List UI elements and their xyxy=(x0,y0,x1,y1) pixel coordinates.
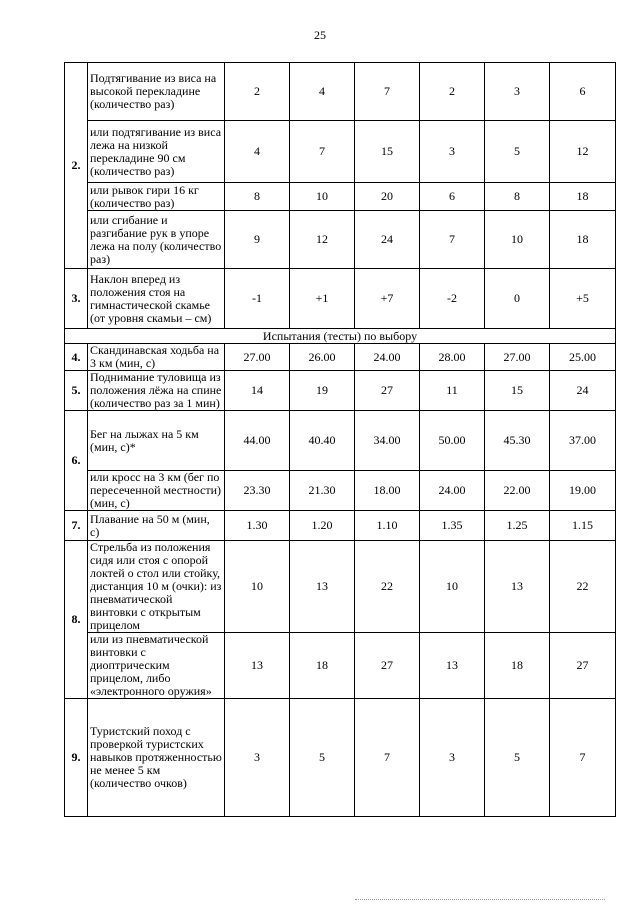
row-number: 4. xyxy=(65,344,88,371)
norm-value: 9 xyxy=(225,211,290,269)
norm-value: 3 xyxy=(420,121,485,183)
norm-value: 25.00 xyxy=(550,344,616,371)
norm-value: 24 xyxy=(355,211,420,269)
norm-value: 21.30 xyxy=(290,471,355,511)
norm-value: 3 xyxy=(225,699,290,817)
test-description: Стрельба из положения сидя или стоя с опорой локтей о стол или стойку, дистанция 10 м (очки): из пневматической винтовки с открытым прицелом xyxy=(88,541,225,633)
norm-value: 8 xyxy=(485,183,550,211)
norm-value: 15 xyxy=(485,371,550,411)
row-number: 8. xyxy=(65,541,88,699)
row-number: 2. xyxy=(65,63,88,269)
norm-value: 12 xyxy=(290,211,355,269)
norm-value: +1 xyxy=(290,269,355,329)
norm-value: 15 xyxy=(355,121,420,183)
norm-value: 18 xyxy=(550,211,616,269)
norm-value: 27 xyxy=(550,633,616,699)
table-row xyxy=(65,699,616,817)
norm-value: 2 xyxy=(420,63,485,121)
norm-value: 1.25 xyxy=(485,511,550,541)
norm-value: 18.00 xyxy=(355,471,420,511)
norm-value: 22 xyxy=(550,541,616,633)
norm-value: 1.30 xyxy=(225,511,290,541)
table-row xyxy=(65,269,616,329)
norm-value: 19 xyxy=(290,371,355,411)
test-description: или кросс на 3 км (бег по пересеченной местности) (мин, с) xyxy=(88,471,225,511)
norm-value: 1.10 xyxy=(355,511,420,541)
norm-value: 0 xyxy=(485,269,550,329)
test-description: Наклон вперед из положения стоя на гимнастической скамье (от уровня скамьи – см) xyxy=(88,269,225,329)
test-description: Туристский поход с проверкой туристских навыков протяженностью не менее 5 км (количество очков) xyxy=(88,699,225,817)
norm-value: 2 xyxy=(225,63,290,121)
norm-value: 13 xyxy=(290,541,355,633)
row-number: 5. xyxy=(65,371,88,411)
test-description: или сгибание и разгибание рук в упоре лежа на полу (количество раз) xyxy=(88,211,225,269)
table-row xyxy=(65,183,616,211)
norm-value: 27 xyxy=(355,371,420,411)
norm-value: 10 xyxy=(485,211,550,269)
norm-value: 13 xyxy=(420,633,485,699)
norm-value: 14 xyxy=(225,371,290,411)
row-number: 6. xyxy=(65,411,88,511)
norm-value: 5 xyxy=(290,699,355,817)
test-description: или из пневматической винтовки с диоптрическим прицелом, либо «электронного оружия» xyxy=(88,633,225,699)
norm-value: 6 xyxy=(420,183,485,211)
norm-value: 34.00 xyxy=(355,411,420,471)
norm-value: 5 xyxy=(485,121,550,183)
norm-value: 11 xyxy=(420,371,485,411)
section-row xyxy=(65,329,616,344)
norm-value: 26.00 xyxy=(290,344,355,371)
norm-value: 7 xyxy=(420,211,485,269)
table-row xyxy=(65,541,616,633)
table-row xyxy=(65,344,616,371)
norm-value: 7 xyxy=(355,63,420,121)
table-row xyxy=(65,63,616,121)
norm-value: 50.00 xyxy=(420,411,485,471)
norm-value: 27.00 xyxy=(225,344,290,371)
norm-value: 7 xyxy=(550,699,616,817)
norm-value: 4 xyxy=(225,121,290,183)
test-description: Плавание на 50 м (мин, с) xyxy=(88,511,225,541)
test-description: Бег на лыжах на 5 км (мин, с)* xyxy=(88,411,225,471)
norm-value: 5 xyxy=(485,699,550,817)
norm-value: -1 xyxy=(225,269,290,329)
test-description: или рывок гири 16 кг (количество раз) xyxy=(88,183,225,211)
norm-value: 18 xyxy=(290,633,355,699)
norm-value: -2 xyxy=(420,269,485,329)
table-row xyxy=(65,633,616,699)
section-heading: Испытания (тесты) по выбору xyxy=(65,329,616,344)
norm-value: 10 xyxy=(225,541,290,633)
table-row xyxy=(65,371,616,411)
norm-value: 1.20 xyxy=(290,511,355,541)
norms-table xyxy=(64,62,616,817)
norm-value: 27 xyxy=(355,633,420,699)
row-number: 9. xyxy=(65,699,88,817)
norm-value: 18 xyxy=(550,183,616,211)
table-row xyxy=(65,411,616,471)
table-row xyxy=(65,471,616,511)
norm-value: 22 xyxy=(355,541,420,633)
norm-value: 22.00 xyxy=(485,471,550,511)
norm-value: 10 xyxy=(290,183,355,211)
norm-value: +5 xyxy=(550,269,616,329)
norm-value: 8 xyxy=(225,183,290,211)
table-row xyxy=(65,511,616,541)
row-number: 7. xyxy=(65,511,88,541)
norm-value: 45.30 xyxy=(485,411,550,471)
norm-value: 6 xyxy=(550,63,616,121)
norm-value: 27.00 xyxy=(485,344,550,371)
norm-value: 12 xyxy=(550,121,616,183)
test-description: или подтягивание из виса лежа на низкой перекладине 90 см (количество раз) xyxy=(88,121,225,183)
norm-value: 24.00 xyxy=(420,471,485,511)
row-number: 3. xyxy=(65,269,88,329)
norm-value: 18 xyxy=(485,633,550,699)
norm-value: 40.40 xyxy=(290,411,355,471)
test-description: Поднимание туловища из положения лёжа на спине (количество раз за 1 мин) xyxy=(88,371,225,411)
norm-value: 3 xyxy=(485,63,550,121)
norm-value: 37.00 xyxy=(550,411,616,471)
norm-value: 24 xyxy=(550,371,616,411)
page-number: 25 xyxy=(314,28,326,42)
norm-value: 3 xyxy=(420,699,485,817)
footer-line xyxy=(355,899,605,900)
norm-value: 23.30 xyxy=(225,471,290,511)
norm-value: 28.00 xyxy=(420,344,485,371)
norm-value: 44.00 xyxy=(225,411,290,471)
norm-value: +7 xyxy=(355,269,420,329)
table-row xyxy=(65,211,616,269)
test-description: Подтягивание из виса на высокой перекладине (количество раз) xyxy=(88,63,225,121)
norm-value: 7 xyxy=(355,699,420,817)
table-body xyxy=(65,63,616,817)
norm-value: 19.00 xyxy=(550,471,616,511)
norm-value: 7 xyxy=(290,121,355,183)
norm-value: 13 xyxy=(485,541,550,633)
norm-value: 1.35 xyxy=(420,511,485,541)
norm-value: 24.00 xyxy=(355,344,420,371)
norm-value: 20 xyxy=(355,183,420,211)
norm-value: 4 xyxy=(290,63,355,121)
norm-value: 13 xyxy=(225,633,290,699)
norm-value: 1.15 xyxy=(550,511,616,541)
test-description: Скандинавская ходьба на 3 км (мин, с) xyxy=(88,344,225,371)
norm-value: 10 xyxy=(420,541,485,633)
table-row xyxy=(65,121,616,183)
